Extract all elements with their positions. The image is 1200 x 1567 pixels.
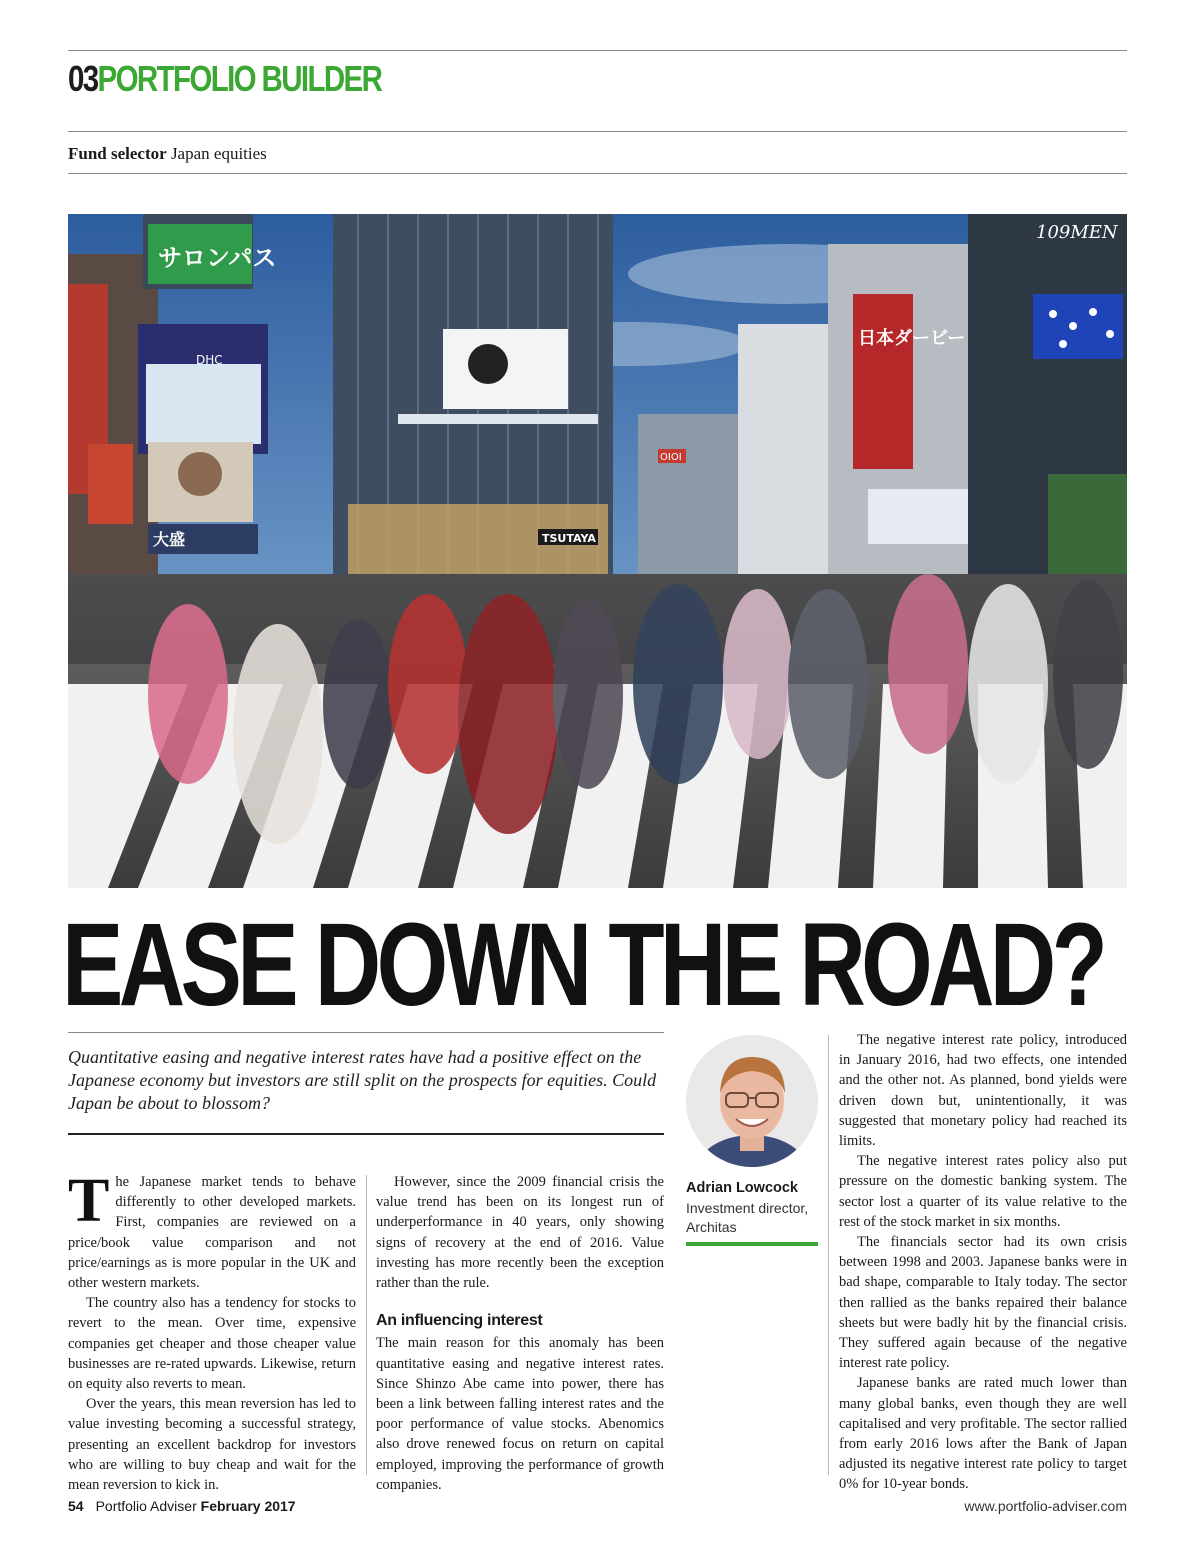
author-name: Adrian Lowcock bbox=[686, 1180, 798, 1196]
article-column-2 bbox=[376, 1172, 664, 1495]
col2-paragraph-1: However, since the 2009 financial crisis the value trend has been on its longest run of underperformance in 40 years, only showing signs of recovery at the end of 2016. Value investing has more recently been the exception rather than the rule. bbox=[376, 1174, 664, 1292]
col3-paragraph-4: Japanese banks are rated much lower than many global banks, even though they are well capitalised and very profitable. The sector rallied from early 2016 lows after the Bank of Japan adjusted its negative interest rate policy to target 0% for 10-year bonds. bbox=[839, 1375, 1127, 1493]
column-divider-1 bbox=[366, 1175, 367, 1475]
subheading: An influencing interest bbox=[376, 1312, 543, 1330]
sign-tsutaya: TSUTAYA bbox=[542, 532, 596, 545]
top-rule bbox=[68, 50, 1127, 51]
kicker bbox=[68, 144, 267, 164]
kicker-topic: Japan equities bbox=[170, 144, 267, 163]
author-avatar bbox=[686, 1035, 818, 1167]
footer-url: www.portfolio-adviser.com bbox=[964, 1498, 1127, 1514]
col3-paragraph-3: The financials sector had its own crisis between 1998 and 2003. Japanese banks were in bad shape, comparable to Italy today. The sector then rallied as the banks repaired their balance sheets but were badly hit by the financial crisis. They suffered again because of the negative interest rate policy. bbox=[839, 1234, 1127, 1372]
standfirst-top-rule bbox=[68, 1032, 664, 1033]
section-header bbox=[68, 58, 381, 100]
col3-paragraph-1: The negative interest rate policy, introduced in January 2016, had two effects, one intended and the other not. As planned, bond yields were driven down but, unintentionally, it was suggested that monetary policy had reached its limits. bbox=[839, 1032, 1127, 1150]
kicker-label: Fund selector bbox=[68, 144, 167, 163]
drop-cap: T bbox=[68, 1167, 110, 1235]
issue-date: February 2017 bbox=[200, 1498, 296, 1514]
hero-photo bbox=[68, 214, 1127, 888]
publication-name: Portfolio Adviser bbox=[95, 1498, 197, 1514]
headline: EASE DOWN THE ROAD? bbox=[62, 899, 1104, 1031]
col1-paragraph-3: Over the years, this mean reversion has led to value investing becoming a successful strategy, presenting an excellent backdrop for investors who are willing to buy cheap and wait for the mean reversion to kick in. bbox=[68, 1396, 356, 1494]
footer-folio bbox=[68, 1498, 296, 1514]
standfirst: Quantitative easing and negative interest rates have had a positive effect on the Japanese economy but investors are still split on the prospects for equities. Could Japan be about to blossom? bbox=[68, 1047, 657, 1113]
author-accent-bar bbox=[686, 1242, 818, 1246]
article-column-3 bbox=[839, 1030, 1127, 1495]
kicker-top-rule bbox=[68, 131, 1127, 132]
sign-109men: 109MEN bbox=[1036, 222, 1118, 243]
kicker-bottom-rule bbox=[68, 173, 1127, 174]
sign-salonpas: サロンパス bbox=[158, 244, 277, 272]
sign-derby: 日本ダービー bbox=[858, 328, 966, 349]
author-role: Investment director, Architas bbox=[686, 1200, 809, 1235]
sign-marui: OIOI bbox=[660, 452, 682, 463]
col1-paragraph-2: The country also has a tendency for stocks to revert to the mean. Over time, expensive companies get cheaper and those cheaper value businesses are re-rated upwards. Likewise, return on equity also reverts to mean. bbox=[68, 1295, 356, 1393]
col1-paragraph-1: The Japanese market tends to behave differently to other developed markets. First, companies are reviewed on a price/book value comparison and not price/earnings as is more popular in the UK and other western markets. bbox=[68, 1167, 356, 1292]
sign-dhc: DHC bbox=[196, 353, 223, 367]
page-number: 54 bbox=[68, 1498, 84, 1514]
section-number: 03 bbox=[68, 58, 98, 99]
column-divider-2 bbox=[828, 1035, 829, 1475]
sign-taisei: 大盛 bbox=[153, 530, 186, 549]
section-title: PORTFOLIO BUILDER bbox=[97, 58, 382, 99]
standfirst-bottom-rule bbox=[68, 1133, 664, 1135]
col3-paragraph-2: The negative interest rates policy also put pressure on the domestic banking system. The sector lost a quarter of its value relative to the rest of the stock market in six months. bbox=[839, 1153, 1127, 1230]
col2-paragraph-2: The main reason for this anomaly has been quantitative easing and negative interest rates. Since Shinzo Abe came into power, there has been a link between falling interest rates and the poor performance of value stocks. Abenomics also drove renewed focus on return on capital employed, improving the performance of growth companies. bbox=[376, 1335, 664, 1493]
article-column-1 bbox=[68, 1167, 356, 1495]
